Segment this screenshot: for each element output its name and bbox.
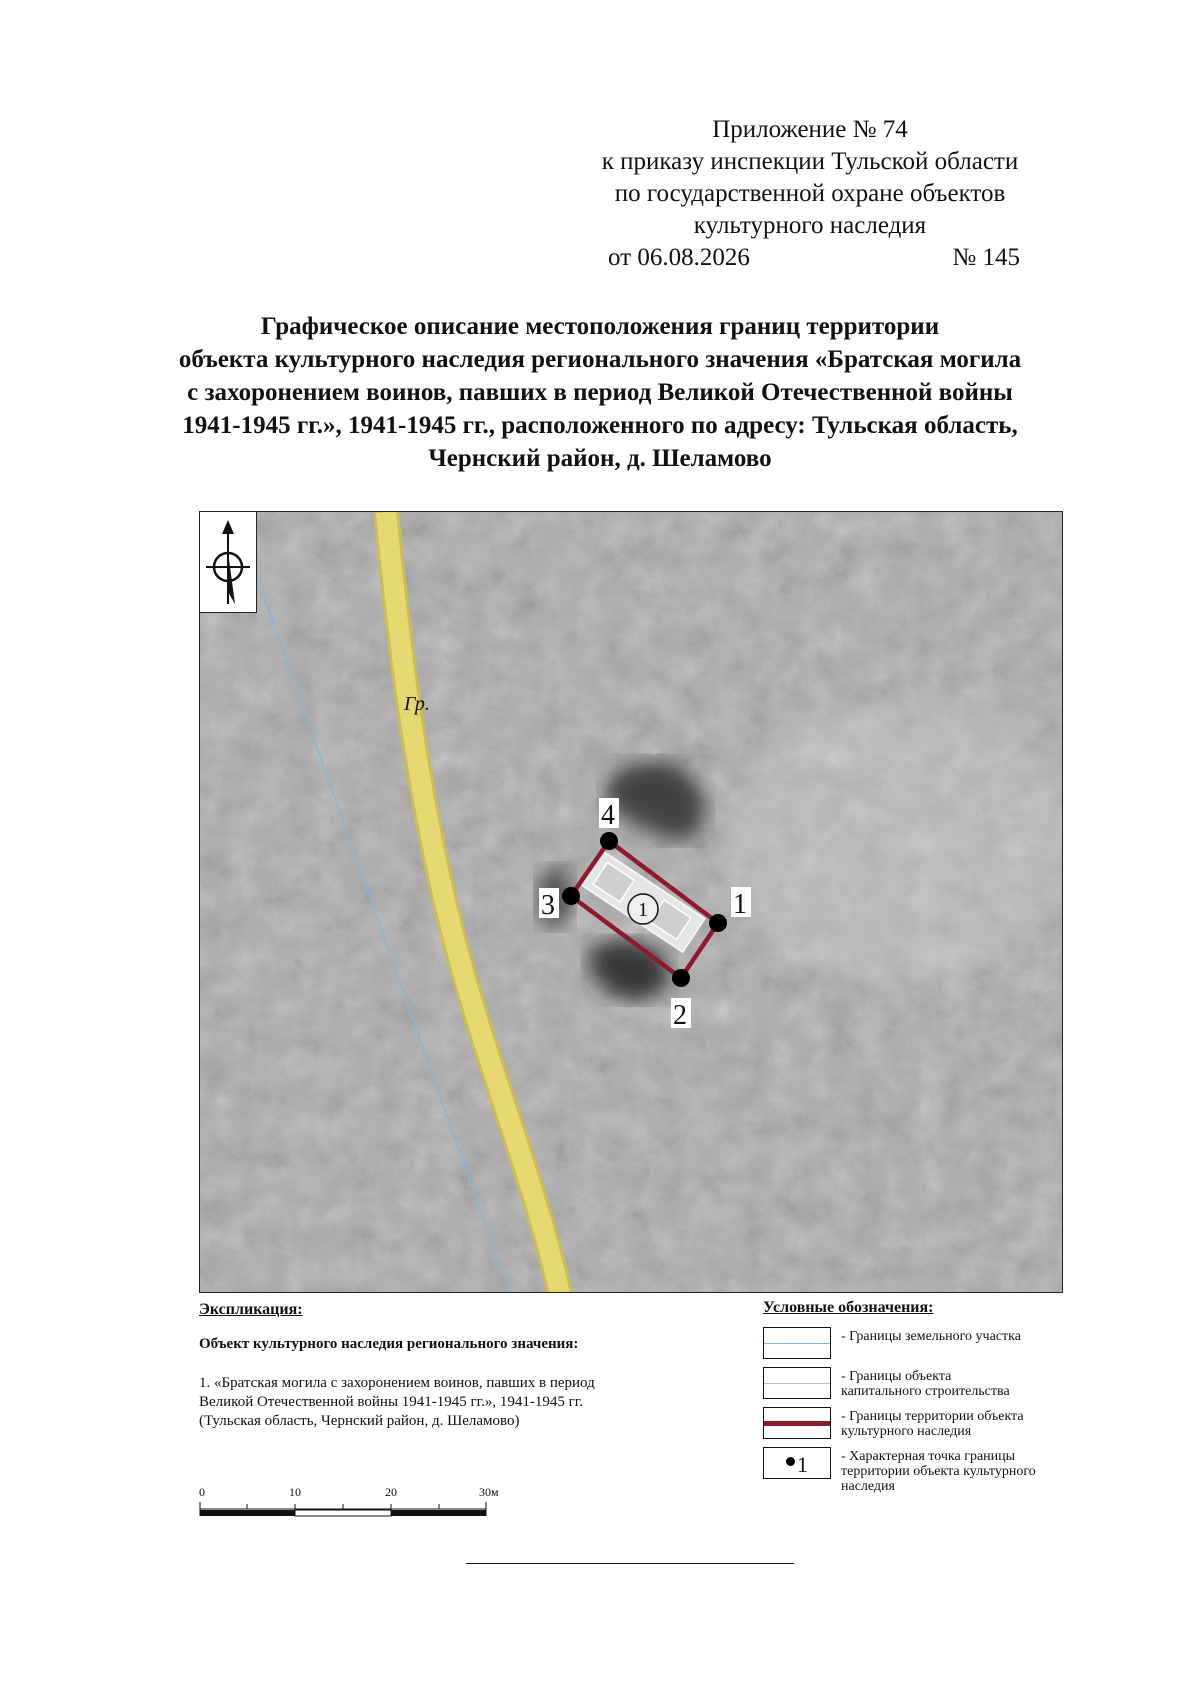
point-label-3: 3: [541, 890, 555, 921]
legend-swatch-land-plot: [763, 1327, 831, 1359]
scale-label-10: 10: [289, 1486, 301, 1499]
title-line-4: 1941-1945 гг.», 1941-1945 гг., расположенного по адресу: Тульская область,: [182, 412, 1018, 439]
point-label-1: 1: [733, 889, 747, 920]
scale-bar-graphic: [199, 1486, 499, 1526]
explication-subheading: Объект культурного наследия регионального значения:: [199, 1336, 579, 1352]
explication-item-line-3: (Тульская область, Чернский район, д. Шеламово): [199, 1413, 520, 1429]
order-date: от 06.08.2026: [608, 244, 750, 271]
map-canvas: [200, 512, 1063, 1293]
legend-row-land-plot: [763, 1327, 1083, 1359]
legend-swatch-point: [763, 1447, 831, 1479]
order-date-line: [560, 242, 1060, 274]
bottom-separator: [466, 1563, 794, 1564]
title-line-5: Чернский район, д. Шеламово: [428, 445, 772, 472]
scale-label-0: 0: [199, 1486, 205, 1499]
legend-swatch-capital: [763, 1367, 831, 1399]
order-reference-3: культурного наследия: [693, 212, 927, 239]
appendix-number: Приложение № 74: [712, 116, 908, 143]
legend-text-line: - Границы объекта: [841, 1369, 952, 1384]
document-title: [100, 310, 1100, 475]
north-arrow-icon: [200, 512, 256, 612]
legend-text-line: - Границы территории объекта: [841, 1409, 1024, 1424]
point-1: [709, 914, 727, 932]
point-4: [600, 832, 618, 850]
explication: [199, 1300, 679, 1431]
legend-text-point: [841, 1447, 1036, 1494]
point-label-2: 2: [673, 1000, 687, 1031]
title-line-3: с захоронением воинов, павших в период Великой Отечественной войны: [187, 379, 1013, 406]
light-field-area: [730, 702, 1063, 982]
scale-bar: [199, 1486, 499, 1526]
legend-text-line: капитального строительства: [841, 1384, 1010, 1399]
title-line-2: объекта культурного наследия регионального значения «Братская могила: [178, 346, 1022, 373]
road-label: Гр.: [404, 693, 430, 715]
order-number: № 145: [952, 244, 1020, 271]
order-reference-2: по государственной охране объектов: [614, 180, 1006, 207]
explication-heading: Экспликация:: [199, 1301, 303, 1318]
legend-text-line: территории объекта культурного: [841, 1464, 1036, 1479]
point-2: [672, 969, 690, 987]
legend-swatch-heritage: [763, 1407, 831, 1439]
order-reference: к приказу инспекции Тульской области: [601, 148, 1019, 175]
legend-row-point: [763, 1447, 1083, 1494]
scale-label-20: 20: [385, 1486, 397, 1499]
object-number: 1: [638, 899, 648, 921]
site-map: [199, 511, 1063, 1293]
legend: [763, 1300, 1083, 1502]
scale-label-30: 30м: [479, 1486, 499, 1499]
legend-text-capital: [841, 1367, 1010, 1399]
appendix-header: [560, 114, 1060, 274]
legend-row-capital: [763, 1367, 1083, 1399]
legend-point-sample: 1: [797, 1452, 808, 1477]
legend-text-heritage: [841, 1407, 1024, 1439]
explication-item-line-1: 1. «Братская могила с захоронением воинов, павших в период: [199, 1375, 595, 1391]
north-arrow: [200, 512, 257, 613]
explication-item-line-2: Великой Отечественной войны 1941-1945 гг.», 1941-1945 гг.: [199, 1394, 584, 1410]
legend-text-line: - Характерная точка границы: [841, 1449, 1016, 1464]
legend-heading: Условные обозначения:: [763, 1299, 934, 1316]
legend-row-heritage: [763, 1407, 1083, 1439]
legend-text-line: культурного наследия: [841, 1424, 972, 1439]
legend-text-land-plot: [841, 1327, 1021, 1344]
legend-text-line: наследия: [841, 1479, 895, 1494]
point-3: [562, 887, 580, 905]
point-label-4: 4: [601, 800, 615, 831]
title-line-1: Графическое описание местоположения границ территории: [260, 313, 940, 340]
legend-text-line: - Границы земельного участка: [841, 1329, 1021, 1344]
